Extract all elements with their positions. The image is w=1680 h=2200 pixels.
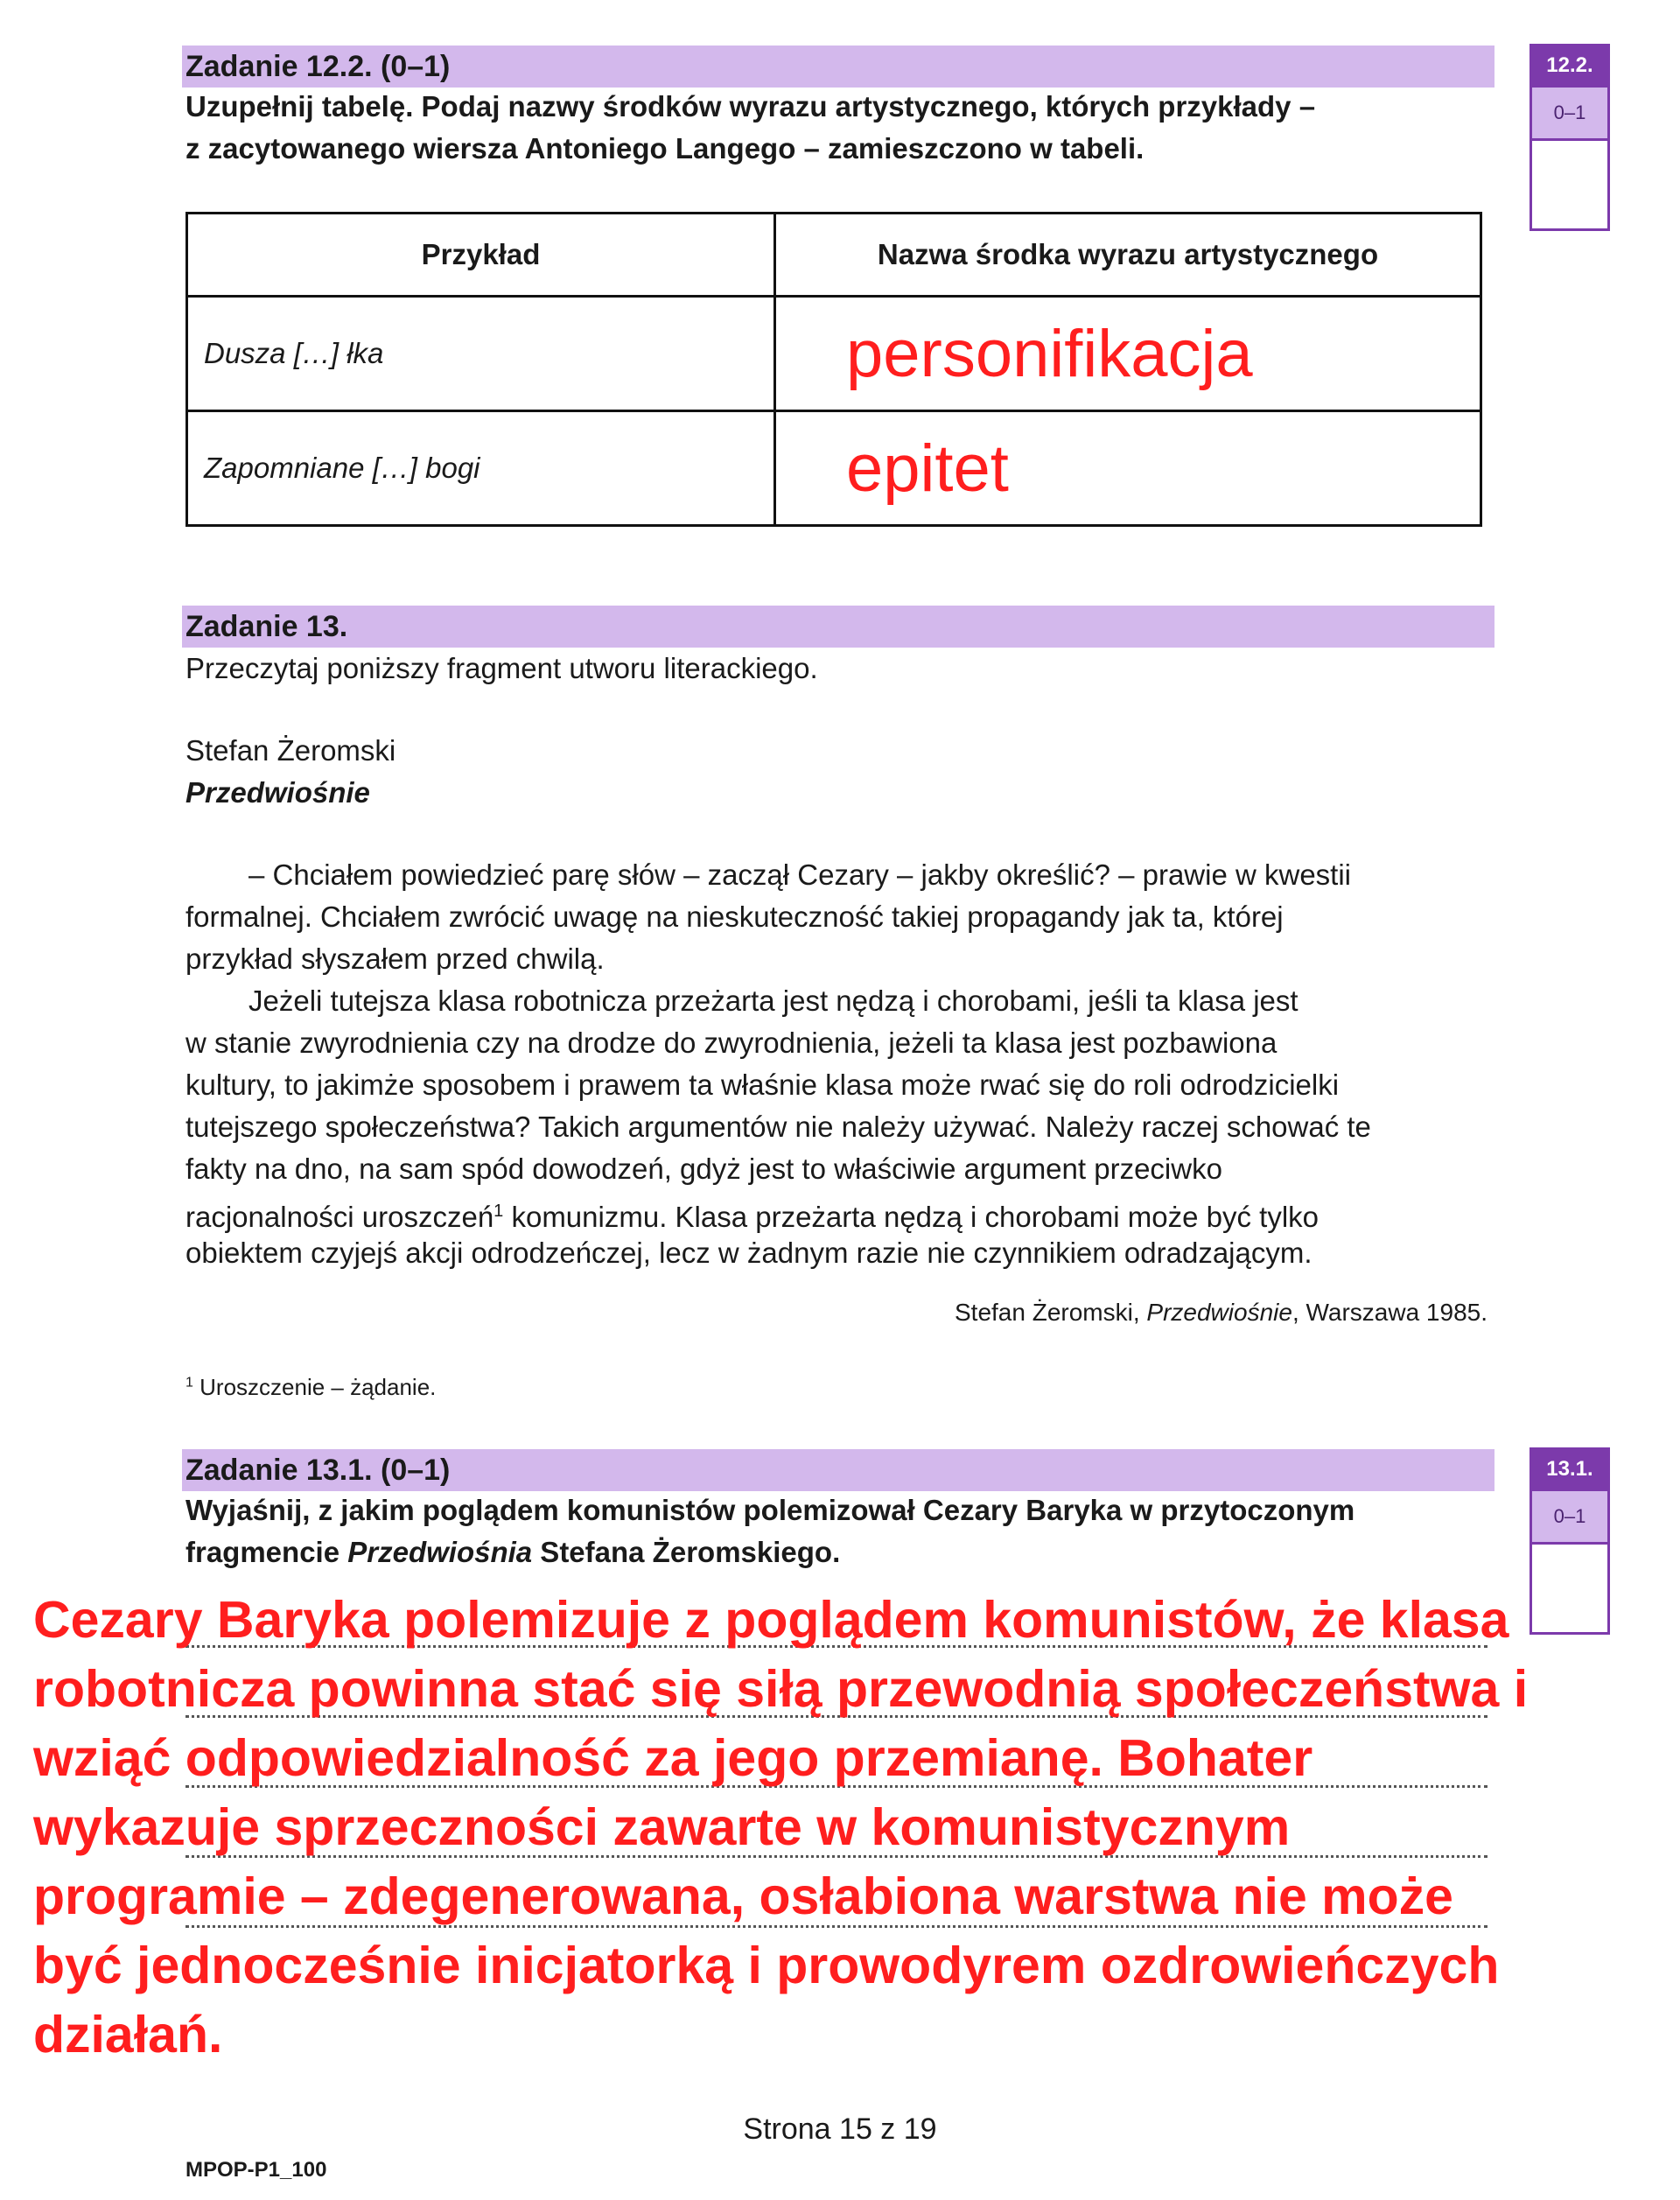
- table-header-row: [187, 214, 1481, 297]
- page-number: Strona 15 z 19: [743, 2112, 937, 2146]
- task-13-intro: Przeczytaj poniższy fragment utworu literackiego.: [186, 652, 818, 684]
- passage-line: obiektem czyjejś akcji odrodzeńczej, lecz w żadnym razie nie czynnikiem odradzającym.: [186, 1237, 1312, 1269]
- passage-text: racjonalności uroszczeń: [186, 1201, 494, 1233]
- footnote-number: 1: [186, 1375, 193, 1391]
- answer-cell[interactable]: personifikacja: [775, 297, 1481, 411]
- col-header-name: Nazwa środka wyrazu artystycznego: [775, 214, 1481, 297]
- passage-text: komunizmu. Klasa przeżarta nędzą i chorobami może być tylko: [503, 1201, 1320, 1233]
- task-12-2-instruction-2: z zacytowanego wiersza Antoniego Langego – zamieszczono w tabeli.: [186, 132, 1144, 165]
- score-points: 0–1: [1532, 1489, 1607, 1545]
- score-box-12-2: [1530, 44, 1610, 231]
- score-number: 13.1.: [1532, 1450, 1607, 1489]
- table-row: [187, 297, 1481, 411]
- example-cell: Zapomniane […] bogi: [187, 411, 775, 526]
- instruction-italic: Przedwiośnia: [347, 1536, 533, 1568]
- text-title: Przedwiośnie: [186, 776, 370, 809]
- passage-line: – Chciałem powiedzieć parę słów – zaczął Cezary – jakby określić? – prawie w kwestii: [248, 858, 1352, 891]
- source-citation: [955, 1299, 1488, 1327]
- source-rest: , Warszawa 1985.: [1292, 1299, 1488, 1326]
- exam-code: MPOP-P1_100: [186, 2158, 327, 2182]
- score-number: 12.2.: [1532, 46, 1607, 85]
- answer-cell[interactable]: epitet: [775, 411, 1481, 526]
- passage-line: kultury, to jakimże sposobem i prawem ta właśnie klasa może rwać się do roli odrodzicielki: [186, 1068, 1340, 1101]
- passage-line: [186, 1190, 1319, 1238]
- task-12-2-header: Zadanie 12.2. (0–1): [182, 46, 1494, 88]
- col-header-example: Przykład: [187, 214, 775, 297]
- footnote: [186, 1374, 436, 1401]
- task-12-2-instruction-1: Uzupełnij tabelę. Podaj nazwy środków wyrazu artystycznego, których przykłady –: [186, 90, 1316, 123]
- answers-table: [186, 212, 1482, 527]
- text-author: Stefan Żeromski: [186, 734, 396, 767]
- score-blank-field[interactable]: [1532, 141, 1607, 228]
- task-13-1-instruction-1: Wyjaśnij, z jakim poglądem komunistów polemizował Cezary Baryka w przytoczonym: [186, 1494, 1355, 1526]
- footnote-ref: 1: [494, 1202, 504, 1221]
- footnote-text: Uroszczenie – żądanie.: [192, 1374, 437, 1400]
- passage-line: tutejszego społeczeństwa? Takich argumentów nie należy używać. Należy raczej schować te: [186, 1111, 1371, 1143]
- passage-line: formalnej. Chciałem zwrócić uwagę na nieskuteczność takiej propagandy jak ta, której: [186, 900, 1284, 933]
- source-author: Stefan Żeromski,: [955, 1299, 1147, 1326]
- task-13-1-instruction-2: [186, 1531, 840, 1573]
- instruction-text: Stefana Żeromskiego.: [532, 1536, 841, 1568]
- passage-line: przykład słyszałem przed chwilą.: [186, 942, 605, 975]
- task-13-header: Zadanie 13.: [182, 606, 1494, 648]
- passage-line: w stanie zwyrodnienia czy na drodze do zwyrodnienia, jeżeli ta klasa jest pozbawiona: [186, 1026, 1278, 1059]
- passage-line: fakty na dno, na sam spód dowodzeń, gdyż jest to właściwie argument przeciwko: [186, 1153, 1222, 1185]
- passage-line: Jeżeli tutejsza klasa robotnicza przeżarta jest nędzą i chorobami, jeśli ta klasa jest: [248, 984, 1298, 1017]
- table-row: [187, 411, 1481, 526]
- score-points: 0–1: [1532, 85, 1607, 141]
- example-cell: Dusza […] łka: [187, 297, 775, 411]
- task-13-1-header: Zadanie 13.1. (0–1): [182, 1449, 1494, 1491]
- handwritten-answer[interactable]: Cezary Baryka polemizuje z poglądem komunistów, że klasa robotnicza powinna stać się siłą przewodnią społeczeństwa i wziąć odpowiedzialność za jego przemianę. Bohater wykazuje sprzeczności zawarte w komunistycznym programie – zdegenerowana, osłabiona warstwa nie może być jednocześnie inicjatorką i prowodyrem ozdrowieńczych działań.: [33, 1591, 1529, 2063]
- instruction-text: fragmencie: [186, 1536, 348, 1568]
- source-title: Przedwiośnie: [1146, 1299, 1292, 1326]
